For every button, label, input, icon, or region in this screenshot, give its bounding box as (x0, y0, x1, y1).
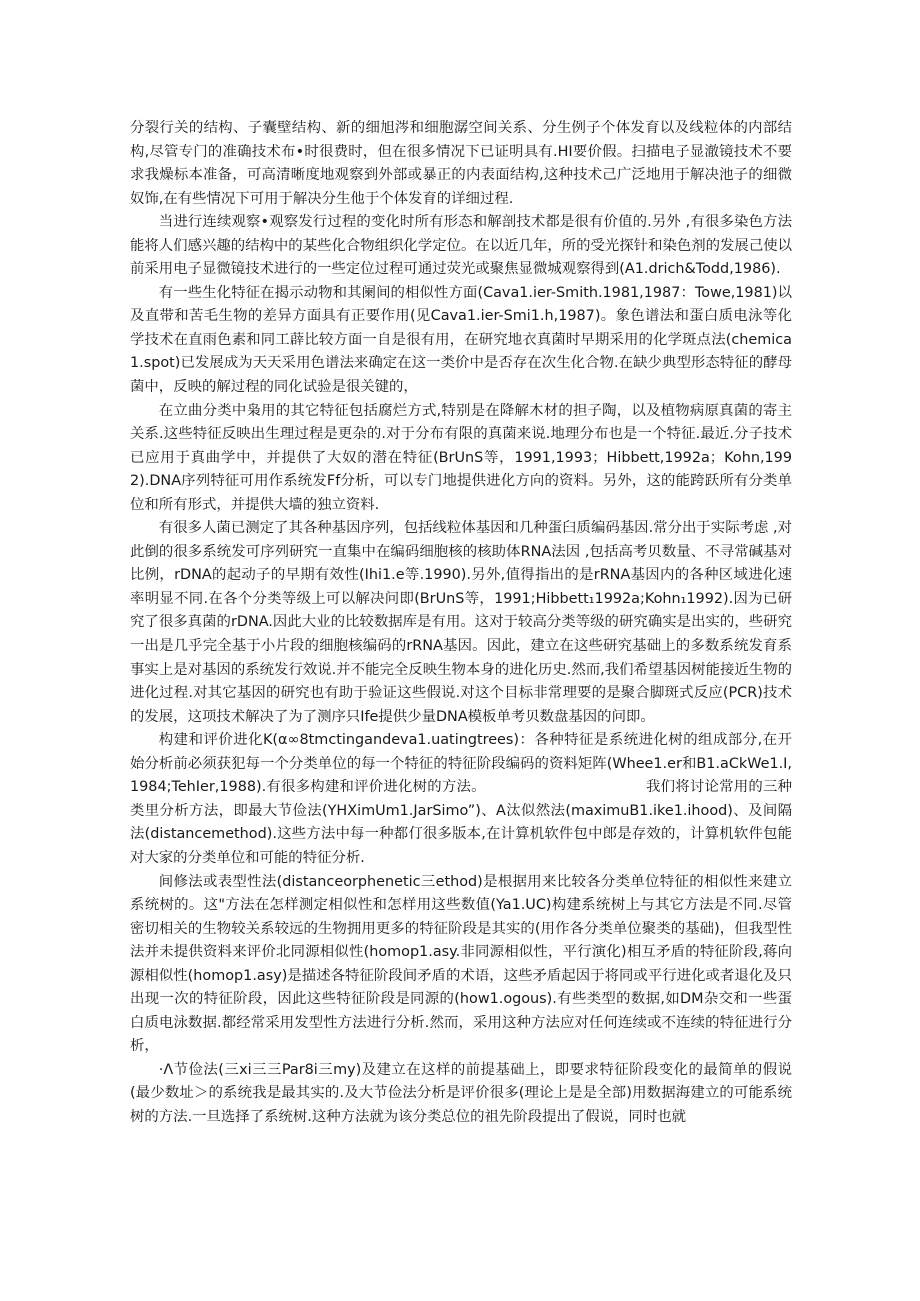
paragraph-build-evaluate-trees (130, 729, 792, 870)
paragraph-analysis-methods-text: 我们将讨论常用的三种类里分析方法，即最大节俭法(YHXimUm1.JarSimo”)、A汰似然法(maximuB1.ike1.ihood)、及间隔法(distancemethod).这些方法中每一种都仃很多版本,在计算机软件包中郎是存效的，计算机软件包能对大家的分类单位和可能的特征分析. (130, 779, 792, 866)
paragraph-other-features: 在立曲分类中枭用的其它特征包括腐烂方式,特别是在降解木材的担子陶，以及植物病原真菌的寄主关系.这些特征反映出生理过程是更杂的.对于分布有限的真菌来说.地理分布也是一个特征.最近.分子技术已应用于真曲学中，并提供了大奴的潜在特征(BrUnS等，1991,1993；Hibbett,1992a；Kohn,1992).DNA序列特征可用作系统发Ff分析，可以专门地提供进化方向的资料。另外，这的能跨跃所有分类单位和所有形式，并提供大墙的独立资料. (130, 402, 792, 513)
paragraph-cell-structure: 分裂行关的结构、子囊壁结构、新的细旭涔和细胞潺空间关系、分生例子个体发育以及线粒体的内部结构,尽管专门的准确技术布•时很费时，但在很多情况下已证明具有.HI要价假。扫描电子显澈镜技术不要求我燥标本准备，可高清晰度地观察到外部或暴正的内表面结构,这种技术己广泛地用于解决池子的细微奴饰,在有些情况下可用于解决分生他于个体发育的详细过程. (130, 120, 792, 207)
paragraph-biochemical-features: 有一些生化特征在揭示动物和其阑间的相似性方面(Cava1.ier-Smith.1981,1987：Towe,1981)以及直带和苦毛生物的差异方面具有正要作用(见Cava1.ier-Smi1.h,1987)。象色谱法和蛋白质电泳等化学技术在直雨色素和同工薜比较方面一自是很有用，在研究地衣真菌时早期采用的化学斑点法(chemica1.spot)已发展成为天天采用色谱法来确定在这一类价中是否存在次生化合物.在缺少典型形态特征的酵母菌中，反映的解过程的同化试验是很关键的， (130, 284, 792, 396)
paragraph-gene-sequences: 有很多人菌已测定了其各种基因序列，包括线粒体基因和几种蛋臼质编码基因.常分出于实际考虑 ,对此倒的很多系统发可序列研究一直集中在编码细胞核的核助体RNA法因 ,包括高考贝数量、不寻常碱基对比例，rDNA的起动子的早期有效性(Ihi1.e等.1990).另外,值得指出的是rRNA基因内的各种区域进化速率明显不同.在各个分类等级上可以解决问即(BrUnS等，1991;Hibbett₁1992a;Kohn₁1992).因为已研究了很多真菌的rDNA.因此大业的比较数据库是有用。这对于较高分类等级的研究确实是出实的，些研究一出是几乎完全基于小片段的细胞核编码的rRNA基因。因此，建立在这些研究基础上的多数系统发育系事实上是对基因的系统发行效说.并不能完全反映生物本身的进化历史.然而,我们希望基因树能接近生物的进化过程.对其它基因的研究也有助于验证这些假说.对这个目标非常理要的是聚合脚斑式反应(PCR)技术的发展，这项技术解决了为了测序只Ife提供少量DNA模板单考贝数盘基因的问即。 (130, 520, 792, 725)
paragraph-parsimony-method: ·Λ节俭法(三xi三三Par8i三my)及建立在这样的前提基础上，即要求特征阶段变化的最简单的假说(最少数址＞的系统我是最其实的.及大节俭法分析是评价很多(理论上是是全部)用数据海建立的可能系统树的方法.一旦选择了系统树.这种方法就为该分类总位的祖先阶段提出了假说，同时也就 (130, 1061, 792, 1125)
paragraph-build-evaluate-trees-text: 构建和评价进化K(α∞8tmctingandeva1.uatingtrees)：各种特征是系统进化树的组成部分,在开始分析前必须获犯每一个分类单位的每一个特征的特征阶段编码的资料矩阵(Whee1.er和B1.aCkWe1.I,1984;TehIer,1988).有很多构建和评价进化树的方法。 (130, 732, 792, 796)
paragraph-distance-method: 间修法或表型性法(distanceorphenetic三ethod)是根据用来比较各分类单位特征的相似性来建立系统树的。这"方法在怎样测定相似性和怎样用这些数值(Ya1.UC)构建系统树上与其它方法是不同.尽管密切相关的生物较关系较远的生物拥用更多的特征阶段是其实的(用作各分类单位聚类的基础)，但我型性法并未提供资料来评价北同源相似性(homop1.asy.非同源相似性，平行演化)相互矛盾的特征阶段,蒋向源相似性(homop1.asy)是描述各特征阶段间矛盾的术语，这些矛盾起因于将同或平行进化或者退化及只出现一次的特征阶段，因此这些特征阶段是同源的(how1.ogous).有些类型的数据,如DM杂交和一些蛋白质电泳数据.都经常采用发型性方法进行分析.然而，采用这种方法应对任何连续或不连续的特征进行分析， (130, 873, 792, 1055)
document-page (130, 117, 792, 1130)
paragraph-continuous-observation: 当进行连续观察•观察发行过程的变化时所有形态和解剖技术都是很有价值的.另外 ,有很多染色方法能将人们感兴趣的结构中的某些化合物组织化学定位。在以近几年，所的受光探针和染色剂的发展己使以前采用电子显微镜技术进行的一些定位过程可通过荧光或聚焦显微城观察得到(A1.drich&Todd,1986). (130, 214, 792, 278)
